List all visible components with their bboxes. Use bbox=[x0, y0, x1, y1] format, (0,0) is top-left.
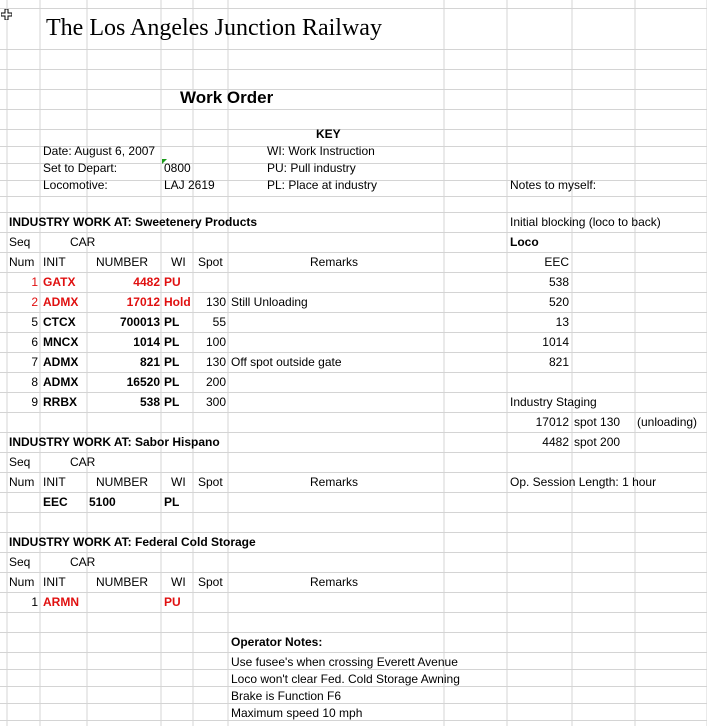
locomotive-value[interactable]: LAJ 2619 bbox=[164, 178, 215, 192]
staging-spot: spot 200 bbox=[574, 435, 621, 449]
seq-number[interactable]: 9 bbox=[31, 395, 38, 409]
car-number[interactable]: 17012 bbox=[126, 295, 160, 309]
car-number[interactable]: 700013 bbox=[119, 315, 160, 329]
number-header: NUMBER bbox=[96, 575, 149, 589]
seq-number[interactable]: 5 bbox=[31, 315, 38, 329]
operator-notes-title: Operator Notes: bbox=[231, 635, 323, 649]
blocking-title: Initial blocking (loco to back) bbox=[510, 215, 661, 229]
blocking-loco: Loco bbox=[510, 235, 539, 249]
car-init[interactable]: ADMX bbox=[43, 295, 79, 309]
car-init[interactable]: ARMN bbox=[43, 595, 79, 609]
car-wi[interactable]: PL bbox=[164, 355, 180, 369]
operator-note: Loco won't clear Fed. Cold Storage Awning bbox=[231, 672, 460, 686]
car-spot[interactable]: 300 bbox=[205, 395, 226, 409]
car-spot[interactable]: 130 bbox=[205, 295, 226, 309]
num-header: Num bbox=[9, 475, 35, 489]
staging-number: 17012 bbox=[535, 415, 569, 429]
key-pu: PU: Pull industry bbox=[267, 161, 356, 175]
car-spot[interactable]: 200 bbox=[205, 375, 226, 389]
car-init[interactable]: RRBX bbox=[43, 395, 78, 409]
seq-number[interactable]: 8 bbox=[31, 375, 38, 389]
staging-number: 4482 bbox=[542, 435, 569, 449]
comment-marker-icon bbox=[162, 159, 167, 164]
init-header: INIT bbox=[43, 255, 66, 269]
blocking-car: 13 bbox=[555, 315, 569, 329]
init-header: INIT bbox=[43, 475, 66, 489]
number-header: NUMBER bbox=[96, 255, 149, 269]
seq-number[interactable]: 1 bbox=[31, 595, 38, 609]
car-init[interactable]: GATX bbox=[43, 275, 76, 289]
wi-header: WI bbox=[171, 255, 186, 269]
car-number[interactable]: 821 bbox=[139, 355, 160, 369]
init-header: INIT bbox=[43, 575, 66, 589]
car-remarks[interactable]: Still Unloading bbox=[231, 295, 308, 309]
key-title: KEY bbox=[316, 127, 341, 141]
car-wi[interactable]: Hold bbox=[164, 295, 191, 309]
wi-header: WI bbox=[171, 575, 186, 589]
spot-header: Spot bbox=[198, 575, 223, 589]
remarks-header: Remarks bbox=[310, 475, 359, 489]
car-wi[interactable]: PL bbox=[164, 375, 180, 389]
car-init[interactable]: MNCX bbox=[43, 335, 79, 349]
session-length: Op. Session Length: 1 hour bbox=[510, 475, 657, 489]
industry1-heading: INDUSTRY WORK AT: Sweetenery Products bbox=[9, 215, 258, 229]
car-label: CAR bbox=[70, 455, 96, 469]
industry2-heading: INDUSTRY WORK AT: Sabor Hispano bbox=[9, 435, 220, 449]
blocking-car: EEC bbox=[544, 255, 569, 269]
car-number[interactable]: 1014 bbox=[133, 335, 160, 349]
date-label: Date: August 6, 2007 bbox=[43, 144, 156, 158]
seq-number[interactable]: 1 bbox=[31, 275, 38, 289]
car-remarks[interactable]: Off spot outside gate bbox=[231, 355, 342, 369]
car-init[interactable]: ADMX bbox=[43, 375, 79, 389]
key-pl: PL: Place at industry bbox=[267, 178, 378, 192]
locomotive-label: Locomotive: bbox=[43, 178, 108, 192]
seq-label: Seq bbox=[9, 555, 31, 569]
operator-note: Brake is Function F6 bbox=[231, 689, 342, 703]
car-wi[interactable]: PU bbox=[164, 275, 181, 289]
blocking-car: 538 bbox=[548, 275, 569, 289]
car-wi[interactable]: PL bbox=[164, 315, 180, 329]
car-number[interactable]: 5100 bbox=[89, 495, 116, 509]
car-wi[interactable]: PU bbox=[164, 595, 181, 609]
operator-note: Maximum speed 10 mph bbox=[231, 706, 363, 720]
num-header: Num bbox=[9, 255, 35, 269]
car-spot[interactable]: 130 bbox=[205, 355, 226, 369]
seq-label: Seq bbox=[9, 455, 31, 469]
car-wi[interactable]: PL bbox=[164, 495, 180, 509]
car-spot[interactable]: 100 bbox=[205, 335, 226, 349]
notes-to-myself-label: Notes to myself: bbox=[510, 178, 597, 192]
staging-title: Industry Staging bbox=[510, 395, 597, 409]
key-wi: WI: Work Instruction bbox=[267, 144, 375, 158]
car-number[interactable]: 538 bbox=[139, 395, 160, 409]
num-header: Num bbox=[9, 575, 35, 589]
car-wi[interactable]: PL bbox=[164, 335, 180, 349]
cell-cursor-icon bbox=[1, 9, 12, 20]
staging-note: (unloading) bbox=[637, 415, 698, 429]
remarks-header: Remarks bbox=[310, 575, 359, 589]
railway-title: The Los Angeles Junction Railway bbox=[46, 15, 382, 41]
car-init[interactable]: ADMX bbox=[43, 355, 79, 369]
operator-note: Use fusee's when crossing Everett Avenue bbox=[231, 655, 458, 669]
staging-spot: spot 130 bbox=[574, 415, 621, 429]
work-order-heading: Work Order bbox=[180, 88, 274, 107]
spot-header: Spot bbox=[198, 255, 223, 269]
seq-number[interactable]: 7 bbox=[31, 355, 38, 369]
car-number[interactable]: 4482 bbox=[133, 275, 160, 289]
spot-header: Spot bbox=[198, 475, 223, 489]
seq-number[interactable]: 2 bbox=[31, 295, 38, 309]
number-header: NUMBER bbox=[96, 475, 149, 489]
depart-value[interactable]: 0800 bbox=[164, 161, 191, 175]
depart-label: Set to Depart: bbox=[43, 161, 118, 175]
car-label: CAR bbox=[70, 555, 96, 569]
wi-header: WI bbox=[171, 475, 186, 489]
car-init[interactable]: EEC bbox=[43, 495, 68, 509]
car-wi[interactable]: PL bbox=[164, 395, 180, 409]
car-label: CAR bbox=[70, 235, 96, 249]
car-number[interactable]: 16520 bbox=[126, 375, 160, 389]
car-spot[interactable]: 55 bbox=[212, 315, 226, 329]
seq-label: Seq bbox=[9, 235, 31, 249]
blocking-car: 821 bbox=[548, 355, 569, 369]
industry3-heading: INDUSTRY WORK AT: Federal Cold Storage bbox=[9, 535, 256, 549]
blocking-car: 520 bbox=[548, 295, 569, 309]
seq-number[interactable]: 6 bbox=[31, 335, 38, 349]
remarks-header: Remarks bbox=[310, 255, 359, 269]
car-init[interactable]: CTCX bbox=[43, 315, 76, 329]
blocking-car: 1014 bbox=[542, 335, 569, 349]
